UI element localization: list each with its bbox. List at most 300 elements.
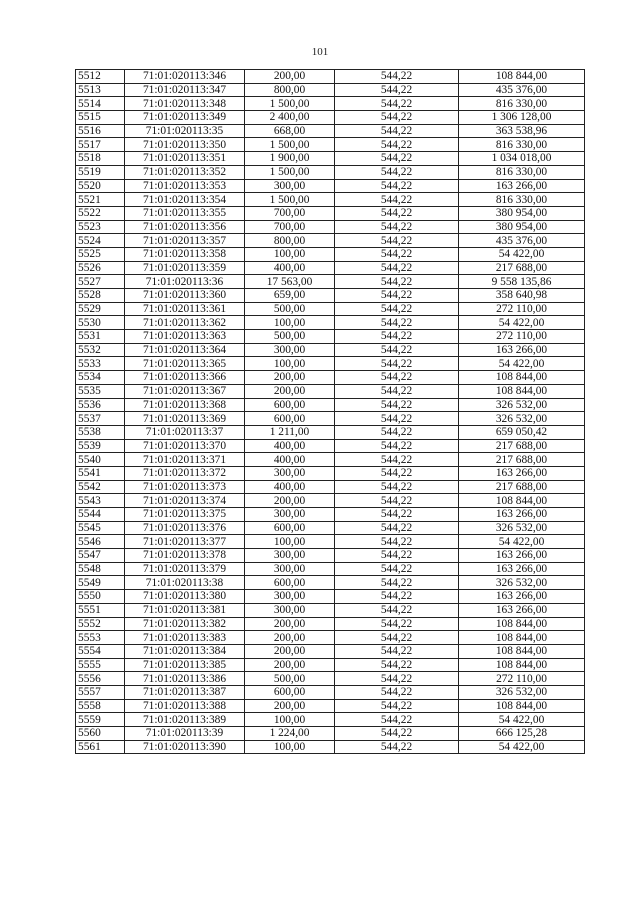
rate-cell: 544,22 bbox=[335, 261, 459, 275]
table-row bbox=[76, 439, 585, 453]
area-cell: 300,00 bbox=[245, 179, 335, 193]
table-row bbox=[76, 466, 585, 480]
rate-cell: 544,22 bbox=[335, 97, 459, 111]
cost-cell: 9 558 135,86 bbox=[459, 275, 585, 289]
row-number-cell: 5515 bbox=[76, 111, 125, 125]
rate-cell: 544,22 bbox=[335, 576, 459, 590]
row-number-cell: 5552 bbox=[76, 617, 125, 631]
cost-cell: 272 110,00 bbox=[459, 672, 585, 686]
table-row bbox=[76, 535, 585, 549]
row-number-cell: 5545 bbox=[76, 521, 125, 535]
area-cell: 1 211,00 bbox=[245, 425, 335, 439]
cost-cell: 666 125,28 bbox=[459, 727, 585, 741]
table-row bbox=[76, 453, 585, 467]
row-number-cell: 5536 bbox=[76, 398, 125, 412]
cost-cell: 380 954,00 bbox=[459, 220, 585, 234]
row-number-cell: 5522 bbox=[76, 206, 125, 220]
cost-cell: 816 330,00 bbox=[459, 165, 585, 179]
cost-cell: 163 266,00 bbox=[459, 562, 585, 576]
cost-cell: 326 532,00 bbox=[459, 685, 585, 699]
cost-cell: 163 266,00 bbox=[459, 343, 585, 357]
cost-cell: 816 330,00 bbox=[459, 97, 585, 111]
cadastral-number-cell: 71:01:020113:367 bbox=[125, 384, 245, 398]
rate-cell: 544,22 bbox=[335, 699, 459, 713]
rate-cell: 544,22 bbox=[335, 247, 459, 261]
row-number-cell: 5549 bbox=[76, 576, 125, 590]
cost-cell: 108 844,00 bbox=[459, 384, 585, 398]
row-number-cell: 5541 bbox=[76, 466, 125, 480]
row-number-cell: 5513 bbox=[76, 83, 125, 97]
cost-cell: 108 844,00 bbox=[459, 70, 585, 84]
page-number: 101 bbox=[311, 46, 329, 58]
rate-cell: 544,22 bbox=[335, 658, 459, 672]
row-number-cell: 5518 bbox=[76, 152, 125, 166]
row-number-cell: 5547 bbox=[76, 549, 125, 563]
cadastral-number-cell: 71:01:020113:372 bbox=[125, 466, 245, 480]
rate-cell: 544,22 bbox=[335, 453, 459, 467]
cost-cell: 435 376,00 bbox=[459, 83, 585, 97]
cost-cell: 54 422,00 bbox=[459, 535, 585, 549]
area-cell: 200,00 bbox=[245, 644, 335, 658]
cost-cell: 163 266,00 bbox=[459, 549, 585, 563]
rate-cell: 544,22 bbox=[335, 508, 459, 522]
rate-cell: 544,22 bbox=[335, 562, 459, 576]
area-cell: 1 224,00 bbox=[245, 727, 335, 741]
row-number-cell: 5523 bbox=[76, 220, 125, 234]
cost-cell: 163 266,00 bbox=[459, 590, 585, 604]
rate-cell: 544,22 bbox=[335, 193, 459, 207]
table-row bbox=[76, 316, 585, 330]
row-number-cell: 5561 bbox=[76, 740, 125, 754]
area-cell: 200,00 bbox=[245, 70, 335, 84]
row-number-cell: 5531 bbox=[76, 330, 125, 344]
area-cell: 100,00 bbox=[245, 713, 335, 727]
cadastral-number-cell: 71:01:020113:361 bbox=[125, 302, 245, 316]
row-number-cell: 5537 bbox=[76, 412, 125, 426]
area-cell: 100,00 bbox=[245, 535, 335, 549]
cadastral-number-cell: 71:01:020113:38 bbox=[125, 576, 245, 590]
table-row bbox=[76, 234, 585, 248]
cadastral-number-cell: 71:01:020113:369 bbox=[125, 412, 245, 426]
row-number-cell: 5528 bbox=[76, 289, 125, 303]
row-number-cell: 5553 bbox=[76, 631, 125, 645]
rate-cell: 544,22 bbox=[335, 590, 459, 604]
cost-cell: 54 422,00 bbox=[459, 740, 585, 754]
area-cell: 100,00 bbox=[245, 316, 335, 330]
cost-cell: 108 844,00 bbox=[459, 371, 585, 385]
rate-cell: 544,22 bbox=[335, 617, 459, 631]
cadastral-number-cell: 71:01:020113:354 bbox=[125, 193, 245, 207]
row-number-cell: 5516 bbox=[76, 124, 125, 138]
cadastral-number-cell: 71:01:020113:370 bbox=[125, 439, 245, 453]
cost-cell: 380 954,00 bbox=[459, 206, 585, 220]
table-row bbox=[76, 357, 585, 371]
table-row bbox=[76, 658, 585, 672]
cadastral-number-cell: 71:01:020113:374 bbox=[125, 494, 245, 508]
cost-cell: 163 266,00 bbox=[459, 179, 585, 193]
cadastral-number-cell: 71:01:020113:350 bbox=[125, 138, 245, 152]
cadastral-number-cell: 71:01:020113:387 bbox=[125, 685, 245, 699]
row-number-cell: 5512 bbox=[76, 70, 125, 84]
cadastral-number-cell: 71:01:020113:37 bbox=[125, 425, 245, 439]
cost-cell: 272 110,00 bbox=[459, 330, 585, 344]
table-row bbox=[76, 480, 585, 494]
area-cell: 600,00 bbox=[245, 521, 335, 535]
table-row bbox=[76, 152, 585, 166]
table-row bbox=[76, 412, 585, 426]
table-row bbox=[76, 713, 585, 727]
row-number-cell: 5555 bbox=[76, 658, 125, 672]
table-row bbox=[76, 138, 585, 152]
area-cell: 200,00 bbox=[245, 617, 335, 631]
cost-cell: 1 034 018,00 bbox=[459, 152, 585, 166]
cost-cell: 816 330,00 bbox=[459, 138, 585, 152]
rate-cell: 544,22 bbox=[335, 631, 459, 645]
table-row bbox=[76, 617, 585, 631]
table-row bbox=[76, 302, 585, 316]
area-cell: 400,00 bbox=[245, 453, 335, 467]
row-number-cell: 5558 bbox=[76, 699, 125, 713]
cost-cell: 163 266,00 bbox=[459, 603, 585, 617]
cadastral-number-cell: 71:01:020113:388 bbox=[125, 699, 245, 713]
row-number-cell: 5560 bbox=[76, 727, 125, 741]
area-cell: 200,00 bbox=[245, 494, 335, 508]
row-number-cell: 5546 bbox=[76, 535, 125, 549]
table-row bbox=[76, 179, 585, 193]
rate-cell: 544,22 bbox=[335, 398, 459, 412]
area-cell: 600,00 bbox=[245, 398, 335, 412]
row-number-cell: 5520 bbox=[76, 179, 125, 193]
area-cell: 300,00 bbox=[245, 562, 335, 576]
table-row bbox=[76, 685, 585, 699]
row-number-cell: 5538 bbox=[76, 425, 125, 439]
cost-cell: 326 532,00 bbox=[459, 521, 585, 535]
cost-cell: 217 688,00 bbox=[459, 480, 585, 494]
cadastral-number-cell: 71:01:020113:380 bbox=[125, 590, 245, 604]
area-cell: 659,00 bbox=[245, 289, 335, 303]
cost-cell: 108 844,00 bbox=[459, 699, 585, 713]
cost-cell: 363 538,96 bbox=[459, 124, 585, 138]
cadastral-number-cell: 71:01:020113:346 bbox=[125, 70, 245, 84]
table-row bbox=[76, 644, 585, 658]
cost-cell: 816 330,00 bbox=[459, 193, 585, 207]
rate-cell: 544,22 bbox=[335, 234, 459, 248]
cadastral-number-cell: 71:01:020113:353 bbox=[125, 179, 245, 193]
rate-cell: 544,22 bbox=[335, 165, 459, 179]
cadastral-number-cell: 71:01:020113:390 bbox=[125, 740, 245, 754]
cadastral-number-cell: 71:01:020113:378 bbox=[125, 549, 245, 563]
row-number-cell: 5548 bbox=[76, 562, 125, 576]
area-cell: 100,00 bbox=[245, 247, 335, 261]
table-row bbox=[76, 97, 585, 111]
table-row bbox=[76, 275, 585, 289]
area-cell: 2 400,00 bbox=[245, 111, 335, 125]
rate-cell: 544,22 bbox=[335, 357, 459, 371]
cost-cell: 326 532,00 bbox=[459, 576, 585, 590]
table-row bbox=[76, 83, 585, 97]
table-row bbox=[76, 70, 585, 84]
table-row bbox=[76, 631, 585, 645]
table-row bbox=[76, 289, 585, 303]
area-cell: 300,00 bbox=[245, 603, 335, 617]
row-number-cell: 5556 bbox=[76, 672, 125, 686]
cadastral-number-cell: 71:01:020113:359 bbox=[125, 261, 245, 275]
table-row bbox=[76, 111, 585, 125]
table-row bbox=[76, 576, 585, 590]
row-number-cell: 5550 bbox=[76, 590, 125, 604]
row-number-cell: 5519 bbox=[76, 165, 125, 179]
cadastral-number-cell: 71:01:020113:364 bbox=[125, 343, 245, 357]
table-row bbox=[76, 425, 585, 439]
cadastral-number-cell: 71:01:020113:384 bbox=[125, 644, 245, 658]
table-row bbox=[76, 247, 585, 261]
rate-cell: 544,22 bbox=[335, 644, 459, 658]
cadastral-number-cell: 71:01:020113:371 bbox=[125, 453, 245, 467]
table-row bbox=[76, 343, 585, 357]
rate-cell: 544,22 bbox=[335, 371, 459, 385]
row-number-cell: 5542 bbox=[76, 480, 125, 494]
rate-cell: 544,22 bbox=[335, 603, 459, 617]
rate-cell: 544,22 bbox=[335, 152, 459, 166]
cost-cell: 217 688,00 bbox=[459, 439, 585, 453]
area-cell: 700,00 bbox=[245, 206, 335, 220]
cadastral-number-cell: 71:01:020113:36 bbox=[125, 275, 245, 289]
table-row bbox=[76, 330, 585, 344]
rate-cell: 544,22 bbox=[335, 384, 459, 398]
cost-cell: 54 422,00 bbox=[459, 357, 585, 371]
cadastral-number-cell: 71:01:020113:352 bbox=[125, 165, 245, 179]
row-number-cell: 5529 bbox=[76, 302, 125, 316]
table-row bbox=[76, 193, 585, 207]
rate-cell: 544,22 bbox=[335, 727, 459, 741]
row-number-cell: 5521 bbox=[76, 193, 125, 207]
cadastral-number-cell: 71:01:020113:362 bbox=[125, 316, 245, 330]
area-cell: 400,00 bbox=[245, 261, 335, 275]
row-number-cell: 5535 bbox=[76, 384, 125, 398]
table-row bbox=[76, 261, 585, 275]
cost-cell: 1 306 128,00 bbox=[459, 111, 585, 125]
rate-cell: 544,22 bbox=[335, 740, 459, 754]
area-cell: 1 500,00 bbox=[245, 138, 335, 152]
row-number-cell: 5524 bbox=[76, 234, 125, 248]
cadastral-number-cell: 71:01:020113:349 bbox=[125, 111, 245, 125]
row-number-cell: 5517 bbox=[76, 138, 125, 152]
table-row bbox=[76, 220, 585, 234]
row-number-cell: 5554 bbox=[76, 644, 125, 658]
area-cell: 1 500,00 bbox=[245, 165, 335, 179]
cadastral-number-cell: 71:01:020113:363 bbox=[125, 330, 245, 344]
rate-cell: 544,22 bbox=[335, 494, 459, 508]
table-row bbox=[76, 206, 585, 220]
cadastral-number-cell: 71:01:020113:377 bbox=[125, 535, 245, 549]
rate-cell: 544,22 bbox=[335, 111, 459, 125]
cost-cell: 326 532,00 bbox=[459, 412, 585, 426]
rate-cell: 544,22 bbox=[335, 412, 459, 426]
table-row bbox=[76, 398, 585, 412]
cadastral-number-cell: 71:01:020113:366 bbox=[125, 371, 245, 385]
area-cell: 1 500,00 bbox=[245, 193, 335, 207]
row-number-cell: 5526 bbox=[76, 261, 125, 275]
table-body bbox=[76, 70, 585, 754]
cadastral-number-cell: 71:01:020113:379 bbox=[125, 562, 245, 576]
area-cell: 600,00 bbox=[245, 412, 335, 426]
table-row bbox=[76, 508, 585, 522]
row-number-cell: 5540 bbox=[76, 453, 125, 467]
cadastral-number-cell: 71:01:020113:360 bbox=[125, 289, 245, 303]
cadastral-number-cell: 71:01:020113:368 bbox=[125, 398, 245, 412]
cost-cell: 358 640,98 bbox=[459, 289, 585, 303]
table-row bbox=[76, 549, 585, 563]
table-row bbox=[76, 384, 585, 398]
row-number-cell: 5551 bbox=[76, 603, 125, 617]
area-cell: 200,00 bbox=[245, 631, 335, 645]
area-cell: 100,00 bbox=[245, 357, 335, 371]
table-row bbox=[76, 371, 585, 385]
cadastral-number-cell: 71:01:020113:386 bbox=[125, 672, 245, 686]
cadastral-number-cell: 71:01:020113:389 bbox=[125, 713, 245, 727]
cost-cell: 272 110,00 bbox=[459, 302, 585, 316]
table-row bbox=[76, 521, 585, 535]
cadastral-number-cell: 71:01:020113:382 bbox=[125, 617, 245, 631]
cadastral-number-cell: 71:01:020113:35 bbox=[125, 124, 245, 138]
cost-cell: 435 376,00 bbox=[459, 234, 585, 248]
rate-cell: 544,22 bbox=[335, 685, 459, 699]
table-row bbox=[76, 590, 585, 604]
cost-cell: 108 844,00 bbox=[459, 617, 585, 631]
cadastral-number-cell: 71:01:020113:348 bbox=[125, 97, 245, 111]
rate-cell: 544,22 bbox=[335, 549, 459, 563]
row-number-cell: 5514 bbox=[76, 97, 125, 111]
cost-cell: 659 050,42 bbox=[459, 425, 585, 439]
table-row bbox=[76, 562, 585, 576]
area-cell: 300,00 bbox=[245, 590, 335, 604]
rate-cell: 544,22 bbox=[335, 220, 459, 234]
rate-cell: 544,22 bbox=[335, 521, 459, 535]
rate-cell: 544,22 bbox=[335, 83, 459, 97]
area-cell: 600,00 bbox=[245, 576, 335, 590]
area-cell: 200,00 bbox=[245, 699, 335, 713]
area-cell: 200,00 bbox=[245, 384, 335, 398]
row-number-cell: 5557 bbox=[76, 685, 125, 699]
cost-cell: 163 266,00 bbox=[459, 508, 585, 522]
cadastral-number-cell: 71:01:020113:358 bbox=[125, 247, 245, 261]
area-cell: 500,00 bbox=[245, 330, 335, 344]
cadastral-number-cell: 71:01:020113:383 bbox=[125, 631, 245, 645]
row-number-cell: 5559 bbox=[76, 713, 125, 727]
area-cell: 1 500,00 bbox=[245, 97, 335, 111]
cadastral-number-cell: 71:01:020113:351 bbox=[125, 152, 245, 166]
cost-cell: 217 688,00 bbox=[459, 453, 585, 467]
cadastral-number-cell: 71:01:020113:355 bbox=[125, 206, 245, 220]
cadastral-number-cell: 71:01:020113:39 bbox=[125, 727, 245, 741]
area-cell: 200,00 bbox=[245, 658, 335, 672]
table-row bbox=[76, 740, 585, 754]
cadastral-number-cell: 71:01:020113:347 bbox=[125, 83, 245, 97]
table-row bbox=[76, 699, 585, 713]
cost-cell: 326 532,00 bbox=[459, 398, 585, 412]
cost-cell: 54 422,00 bbox=[459, 713, 585, 727]
area-cell: 800,00 bbox=[245, 83, 335, 97]
rate-cell: 544,22 bbox=[335, 439, 459, 453]
cost-cell: 108 844,00 bbox=[459, 658, 585, 672]
area-cell: 700,00 bbox=[245, 220, 335, 234]
cost-cell: 108 844,00 bbox=[459, 644, 585, 658]
rate-cell: 544,22 bbox=[335, 179, 459, 193]
land-plot-table bbox=[75, 69, 585, 754]
cost-cell: 108 844,00 bbox=[459, 494, 585, 508]
area-cell: 100,00 bbox=[245, 740, 335, 754]
rate-cell: 544,22 bbox=[335, 289, 459, 303]
area-cell: 300,00 bbox=[245, 466, 335, 480]
cadastral-number-cell: 71:01:020113:381 bbox=[125, 603, 245, 617]
row-number-cell: 5532 bbox=[76, 343, 125, 357]
table-row bbox=[76, 727, 585, 741]
rate-cell: 544,22 bbox=[335, 124, 459, 138]
table-row bbox=[76, 165, 585, 179]
row-number-cell: 5525 bbox=[76, 247, 125, 261]
row-number-cell: 5539 bbox=[76, 439, 125, 453]
rate-cell: 544,22 bbox=[335, 480, 459, 494]
cadastral-number-cell: 71:01:020113:375 bbox=[125, 508, 245, 522]
row-number-cell: 5543 bbox=[76, 494, 125, 508]
cost-cell: 108 844,00 bbox=[459, 631, 585, 645]
cost-cell: 163 266,00 bbox=[459, 466, 585, 480]
cadastral-number-cell: 71:01:020113:385 bbox=[125, 658, 245, 672]
table-row bbox=[76, 124, 585, 138]
cadastral-number-cell: 71:01:020113:373 bbox=[125, 480, 245, 494]
table-row bbox=[76, 494, 585, 508]
area-cell: 17 563,00 bbox=[245, 275, 335, 289]
row-number-cell: 5544 bbox=[76, 508, 125, 522]
cost-cell: 54 422,00 bbox=[459, 316, 585, 330]
area-cell: 500,00 bbox=[245, 302, 335, 316]
rate-cell: 544,22 bbox=[335, 330, 459, 344]
cadastral-number-cell: 71:01:020113:357 bbox=[125, 234, 245, 248]
row-number-cell: 5533 bbox=[76, 357, 125, 371]
table-row bbox=[76, 603, 585, 617]
rate-cell: 544,22 bbox=[335, 425, 459, 439]
cadastral-number-cell: 71:01:020113:365 bbox=[125, 357, 245, 371]
rate-cell: 544,22 bbox=[335, 713, 459, 727]
cadastral-number-cell: 71:01:020113:356 bbox=[125, 220, 245, 234]
row-number-cell: 5530 bbox=[76, 316, 125, 330]
rate-cell: 544,22 bbox=[335, 672, 459, 686]
rate-cell: 544,22 bbox=[335, 316, 459, 330]
row-number-cell: 5534 bbox=[76, 371, 125, 385]
area-cell: 668,00 bbox=[245, 124, 335, 138]
rate-cell: 544,22 bbox=[335, 466, 459, 480]
area-cell: 600,00 bbox=[245, 685, 335, 699]
cost-cell: 54 422,00 bbox=[459, 247, 585, 261]
area-cell: 300,00 bbox=[245, 508, 335, 522]
rate-cell: 544,22 bbox=[335, 206, 459, 220]
rate-cell: 544,22 bbox=[335, 302, 459, 316]
rate-cell: 544,22 bbox=[335, 70, 459, 84]
area-cell: 300,00 bbox=[245, 549, 335, 563]
cost-cell: 217 688,00 bbox=[459, 261, 585, 275]
area-cell: 800,00 bbox=[245, 234, 335, 248]
area-cell: 400,00 bbox=[245, 480, 335, 494]
area-cell: 300,00 bbox=[245, 343, 335, 357]
table-row bbox=[76, 672, 585, 686]
area-cell: 500,00 bbox=[245, 672, 335, 686]
rate-cell: 544,22 bbox=[335, 275, 459, 289]
area-cell: 200,00 bbox=[245, 371, 335, 385]
rate-cell: 544,22 bbox=[335, 343, 459, 357]
rate-cell: 544,22 bbox=[335, 138, 459, 152]
cadastral-number-cell: 71:01:020113:376 bbox=[125, 521, 245, 535]
rate-cell: 544,22 bbox=[335, 535, 459, 549]
